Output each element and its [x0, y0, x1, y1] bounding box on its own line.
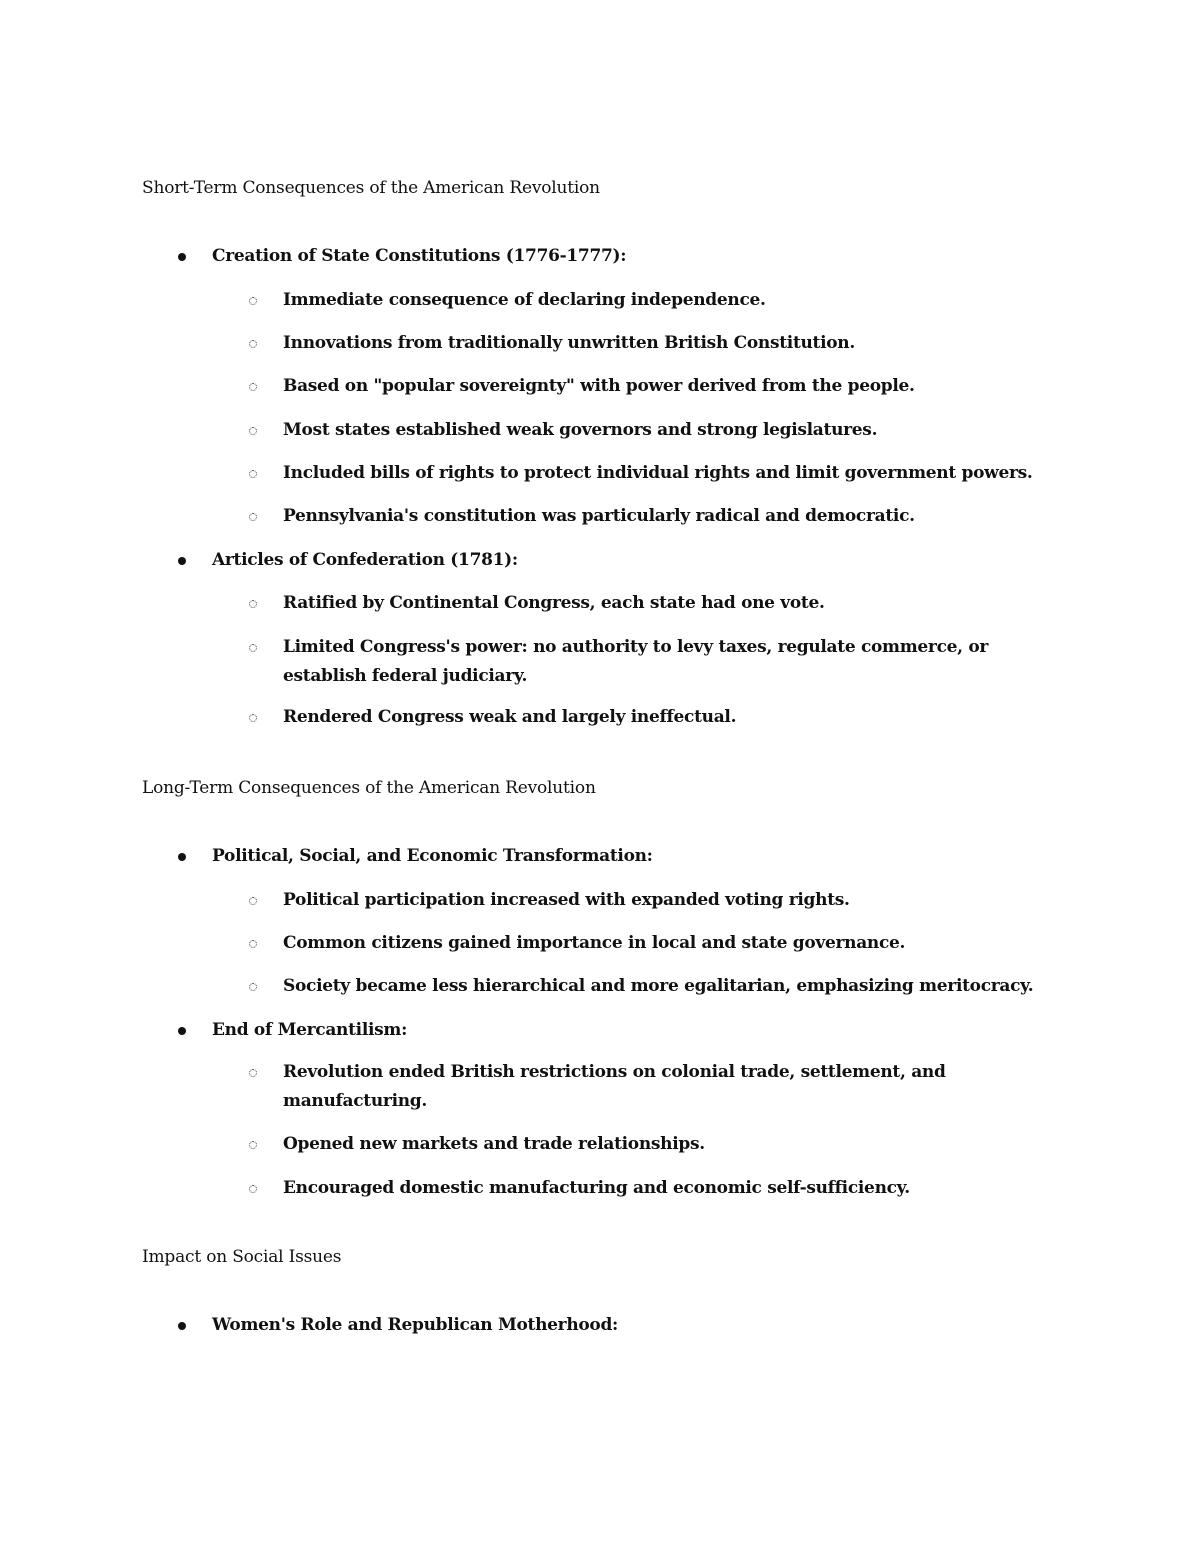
sub-bullet-icon	[249, 644, 257, 652]
sub-bullet-icon	[249, 1141, 257, 1149]
point-item: Opened new markets and trade relationships.	[283, 1134, 705, 1154]
sub-bullet-icon	[249, 940, 257, 948]
topic-articles-of-confederation: Articles of Confederation (1781):	[212, 550, 518, 570]
point-item: Encouraged domestic manufacturing and economic self-sufficiency.	[283, 1178, 910, 1198]
sub-bullet-icon	[249, 470, 257, 478]
topic-womens-role: Women's Role and Republican Motherhood:	[212, 1315, 619, 1335]
point-item: Included bills of rights to protect individual rights and limit government powers.	[283, 463, 1033, 483]
point-item: Rendered Congress weak and largely ineffectual.	[283, 707, 737, 727]
sub-bullet-icon	[249, 983, 257, 991]
bullet-icon	[178, 1322, 186, 1330]
section-heading-short-term: Short-Term Consequences of the American Revolution	[142, 178, 600, 198]
point-item: Most states established weak governors and strong legislatures.	[283, 420, 878, 440]
point-item: Revolution ended British restrictions on colonial trade, settlement, and manufacturing.	[283, 1062, 946, 1111]
sub-bullet-icon	[249, 340, 257, 348]
topic-end-of-mercantilism: End of Mercantilism:	[212, 1020, 408, 1040]
point-item: Immediate consequence of declaring independence.	[283, 290, 766, 310]
sub-bullet-icon	[249, 297, 257, 305]
bullet-icon	[178, 1027, 186, 1035]
bullet-icon	[178, 253, 186, 261]
point-item: Ratified by Continental Congress, each state had one vote.	[283, 593, 825, 613]
bullet-icon	[178, 853, 186, 861]
sub-bullet-icon	[249, 513, 257, 521]
sub-bullet-icon	[249, 427, 257, 435]
sub-bullet-icon	[249, 897, 257, 905]
sub-bullet-icon	[249, 1185, 257, 1193]
sub-bullet-icon	[249, 383, 257, 391]
bullet-icon	[178, 557, 186, 565]
point-item: Based on "popular sovereignty" with power derived from the people.	[283, 376, 915, 396]
point-item: Political participation increased with expanded voting rights.	[283, 890, 850, 910]
topic-state-constitutions: Creation of State Constitutions (1776-1777):	[212, 246, 627, 266]
section-heading-social-issues: Impact on Social Issues	[142, 1247, 342, 1267]
point-item: Pennsylvania's constitution was particularly radical and democratic.	[283, 506, 915, 526]
point-item: Common citizens gained importance in local and state governance.	[283, 933, 906, 953]
point-item: Innovations from traditionally unwritten British Constitution.	[283, 333, 855, 353]
point-item: Limited Congress's power: no authority to levy taxes, regulate commerce, or establish federal judiciary.	[283, 637, 989, 686]
sub-bullet-icon	[249, 600, 257, 608]
sub-bullet-icon	[249, 1069, 257, 1077]
section-heading-long-term: Long-Term Consequences of the American Revolution	[142, 778, 596, 798]
topic-transformation: Political, Social, and Economic Transformation:	[212, 846, 653, 866]
point-item: Society became less hierarchical and more egalitarian, emphasizing meritocracy.	[283, 976, 1034, 996]
sub-bullet-icon	[249, 714, 257, 722]
